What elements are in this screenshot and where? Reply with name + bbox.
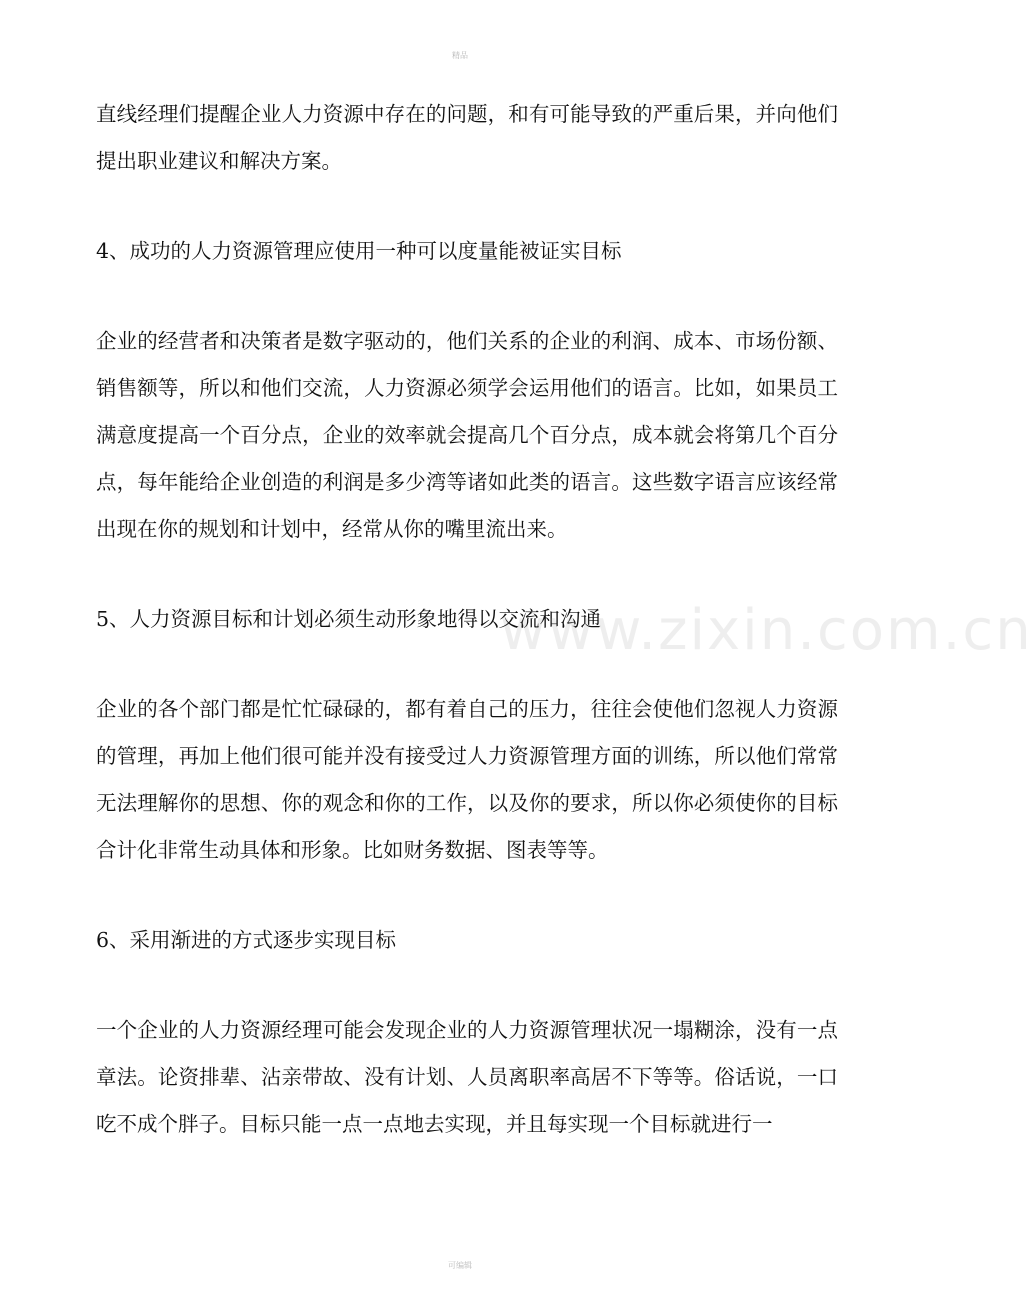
paragraph: 企业的经营者和决策者是数字驱动的，他们关系的企业的利润、成本、市场份额、销售额等，所以和他们交流，人力资源必须学会运用他们的语言。比如，如果员工满意度提高一个百分点，企业的效率就会提高几个百分点，成本就会将第几个百分点，每年能给企业创造的利润是多少湾等诸如此类的语言。这些数字语言应该经常出现在你的规划和计划中，经常从你的嘴里流出来。 [96, 329, 838, 541]
paragraph: 直线经理们提醒企业人力资源中存在的问题，和有可能导致的严重后果，并向他们提出职业建议和解决方案。 [96, 102, 838, 173]
paragraph: 企业的各个部门都是忙忙碌碌的，都有着自己的压力，往往会使他们忽视人力资源的管理，再加上他们很可能并没有接受过人力资源管理方面的训练，所以他们常常无法理解你的思想、你的观念和你的工作，以及你的要求，所以你必须使你的目标合计化非常生动具体和形象。比如财务数据、图表等等。 [96, 697, 838, 862]
section-heading: 5、人力资源目标和计划必须生动形象地得以交流和沟通 [96, 607, 602, 631]
section-heading: 4、成功的人力资源管理应使用一种可以度量能被证实目标 [96, 239, 622, 263]
document-body [96, 91, 838, 1148]
watermark: www.zixin.com.cn [500, 598, 1033, 663]
section-heading: 6、采用渐进的方式逐步实现目标 [96, 928, 397, 952]
header-mark: 精品 [452, 51, 468, 60]
paragraph: 一个企业的人力资源经理可能会发现企业的人力资源管理状况一塌糊涂，没有一点章法。论资排辈、沾亲带故、没有计划、人员离职率高居不下等等。俗话说，一口吃不成个胖子。目标只能一点一点地去实现，并且每实现一个目标就进行一 [96, 1018, 838, 1136]
footer-mark: 可编辑 [448, 1261, 472, 1270]
